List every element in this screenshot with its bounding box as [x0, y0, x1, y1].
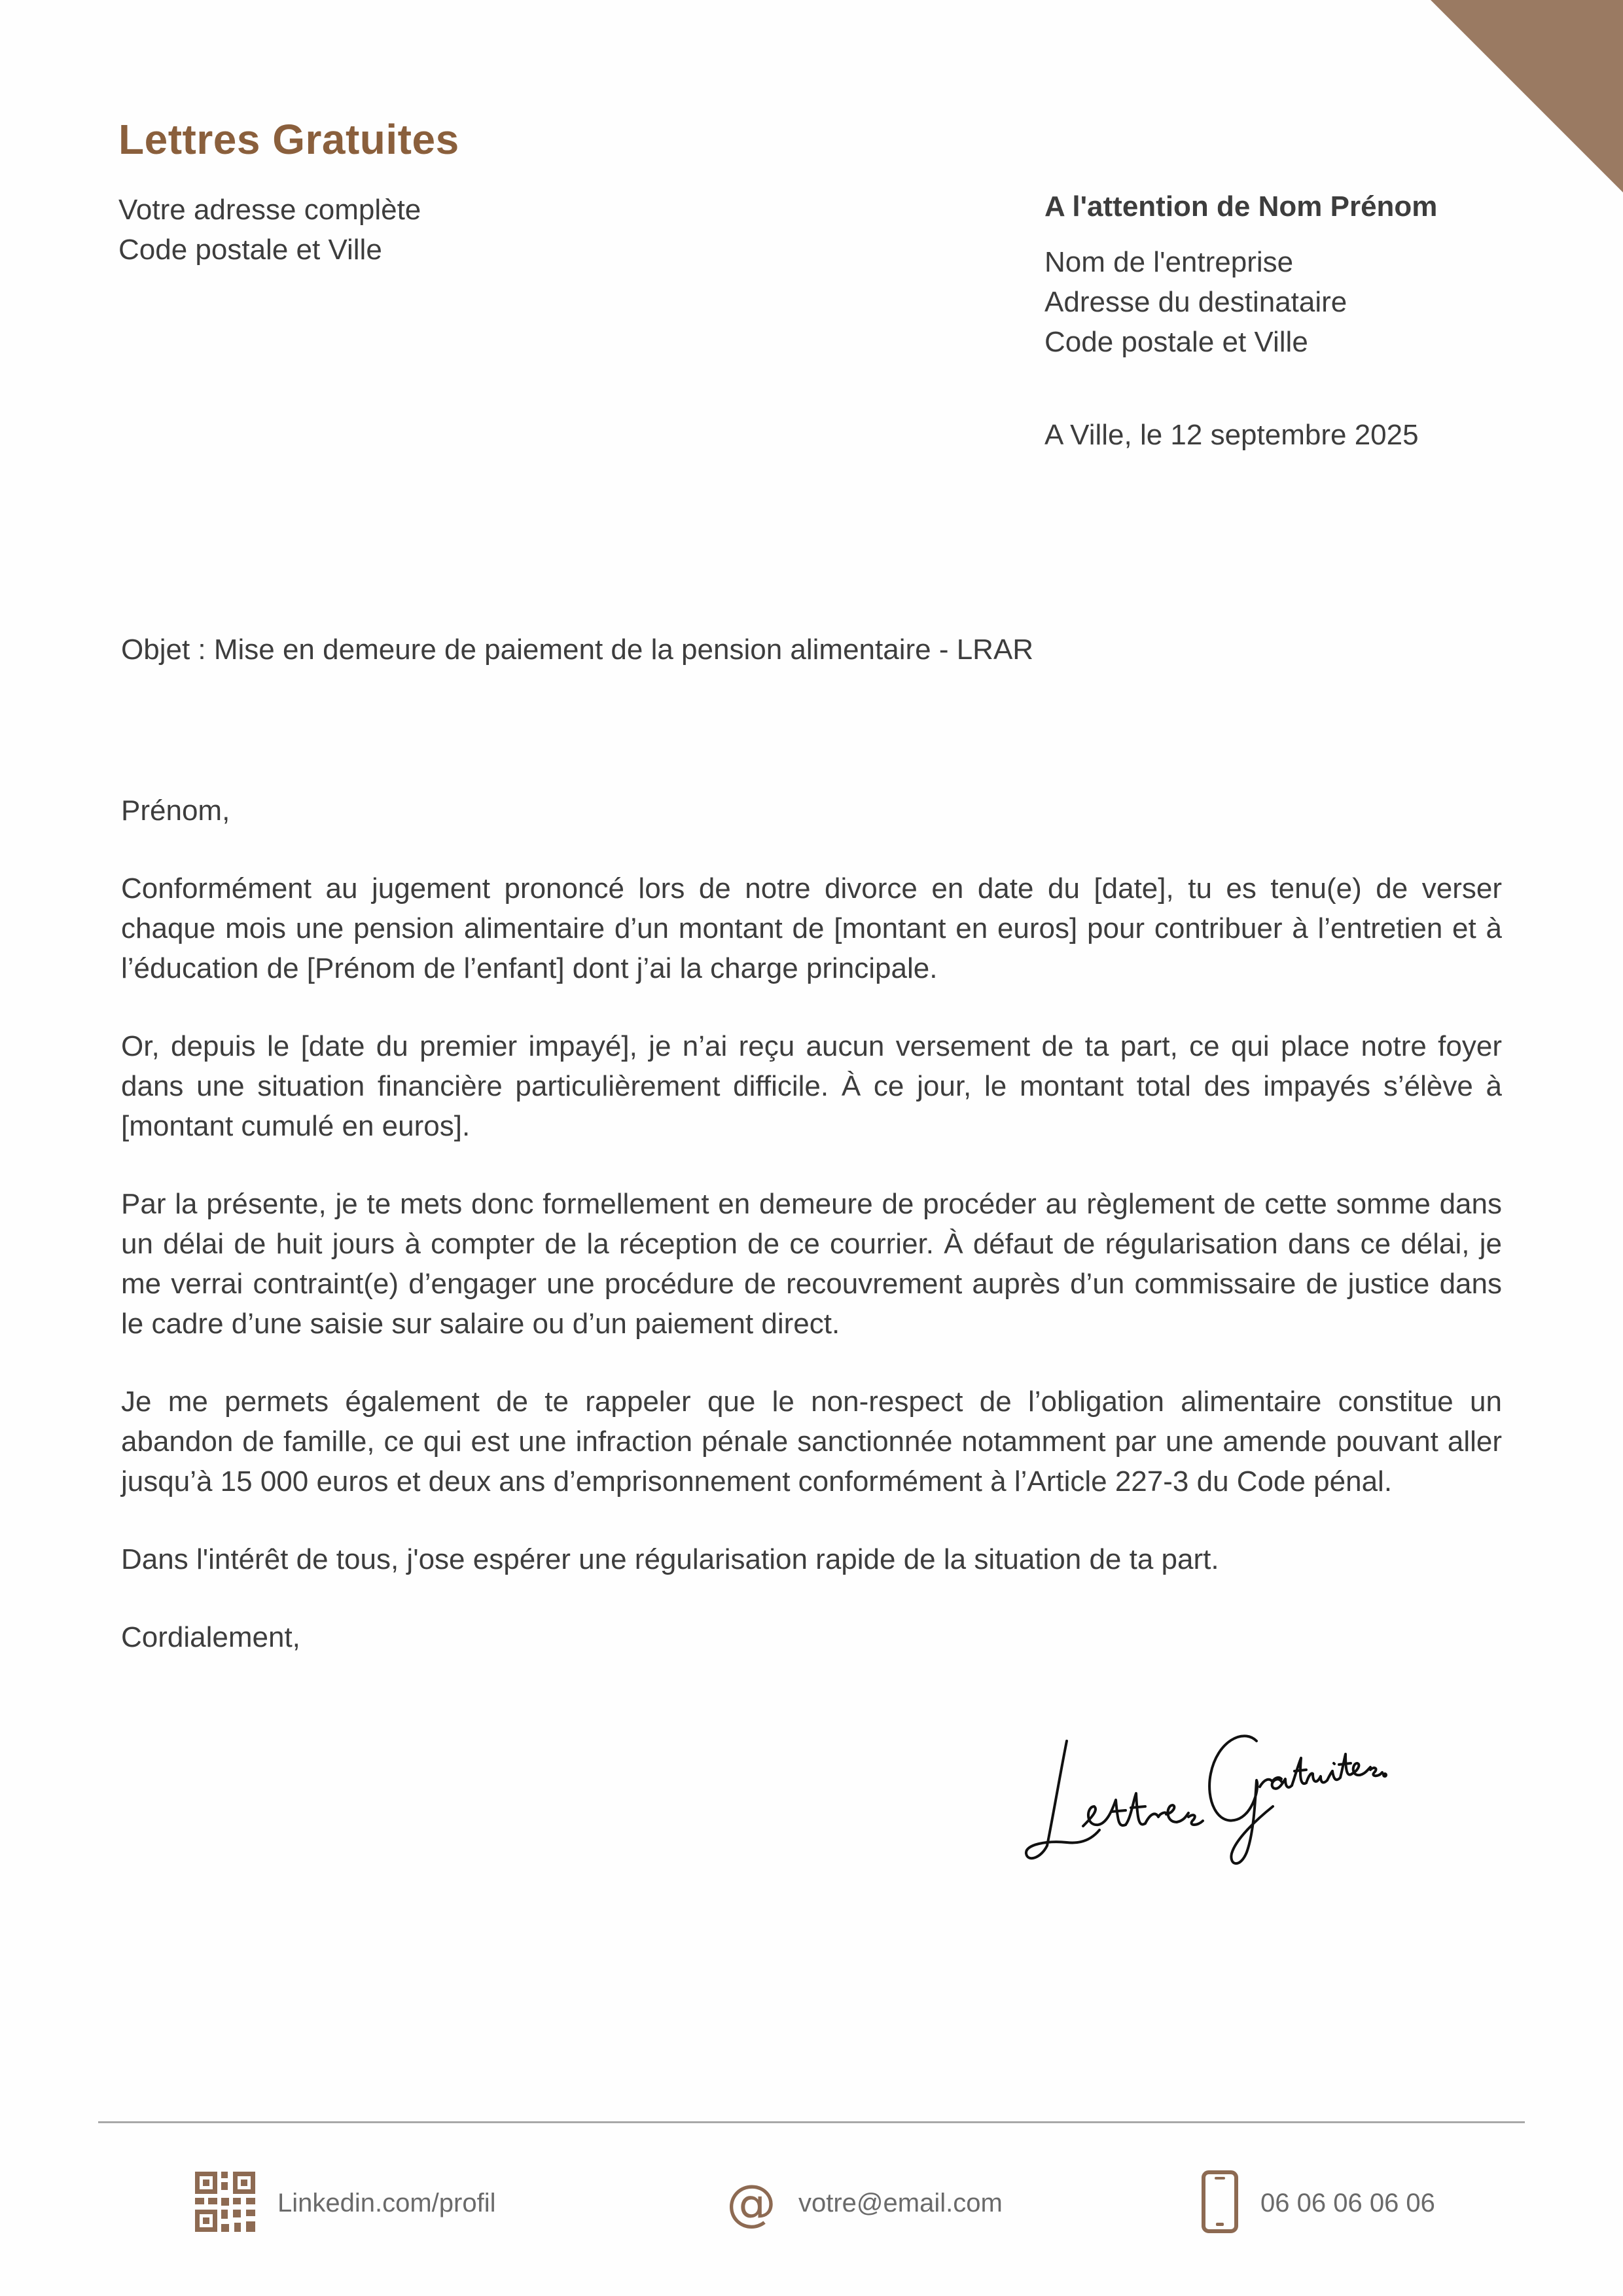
date-line: A Ville, le 12 septembre 2025: [1044, 419, 1419, 451]
recipient-company: Nom de l'entreprise: [1044, 246, 1294, 278]
paragraph: Dans l'intérêt de tous, j'ose espérer une régularisation rapide de la situation de ta part.: [121, 1543, 1219, 1575]
sender-address: [118, 190, 421, 270]
sender-address-line2: Code postale et Ville: [118, 234, 382, 266]
phone-icon: [1202, 2170, 1238, 2236]
closing: Cordialement,: [121, 1621, 300, 1653]
recipient-attention: A l'attention de Nom Prénom: [1044, 190, 1438, 223]
recipient-address: Adresse du destinataire: [1044, 286, 1347, 318]
letter-body: [121, 791, 1502, 1695]
footer-email[interactable]: [726, 2170, 1003, 2236]
greeting: Prénom,: [121, 795, 230, 827]
phone-number[interactable]: 06 06 06 06 06: [1260, 2188, 1435, 2217]
recipient-block: [1044, 187, 1437, 362]
recipient-city: Code postale et Ville: [1044, 326, 1308, 358]
footer-phone[interactable]: [1202, 2170, 1435, 2236]
handwritten-signature: [1021, 1702, 1387, 1872]
footer-linkedin[interactable]: [195, 2170, 496, 2236]
qr-code-icon: [195, 2172, 255, 2235]
paragraph: Or, depuis le [date du premier impayé], je n’ai reçu aucun versement de ta part, ce qui place notre foyer dans une situation financière particulièrement difficile. À ce jour, le montant total des impayés s’élève à [montant cumulé en euros].: [121, 1030, 1502, 1142]
subject-line: Objet : Mise en demeure de paiement de la pension alimentaire - LRAR: [121, 634, 1034, 666]
linkedin-link[interactable]: Linkedin.com/profil: [277, 2188, 496, 2217]
brand-title: Lettres Gratuites: [118, 116, 459, 163]
corner-decoration: [1431, 0, 1623, 192]
sender-address-line1: Votre adresse complète: [118, 194, 421, 226]
paragraph: Par la présente, je te mets donc formellement en demeure de procéder au règlement de cette somme dans un délai de huit jours à compter de la réception de ce courrier. À défaut de régularisation dans ce délai, je me verrai contraint(e) d’engager une procédure de recouvrement auprès d’un commissaire de justice dans le cadre d’une saisie sur salaire ou d’un paiement direct.: [121, 1188, 1502, 1340]
at-sign-icon: @: [726, 2174, 776, 2232]
paragraph: Je me permets également de te rappeler que le non-respect de l’obligation alimentaire constitue un abandon de famille, ce qui est une infraction pénale sanctionnée notamment par une amende pouvant aller jusqu’à 15 000 euros et deux ans d’emprisonnement conformément à l’Article 227-3 du Code pénal.: [121, 1386, 1502, 1498]
email-link[interactable]: votre@email.com: [798, 2188, 1003, 2217]
footer-divider: [98, 2121, 1525, 2123]
paragraph: Conformément au jugement prononcé lors de notre divorce en date du [date], tu es tenu(e) de verser chaque mois une pension alimentaire d’un montant de [montant en euros] pour contribuer à l’entretien et à l’éducation de [Prénom de l’enfant] dont j’ai la charge principale.: [121, 872, 1502, 984]
